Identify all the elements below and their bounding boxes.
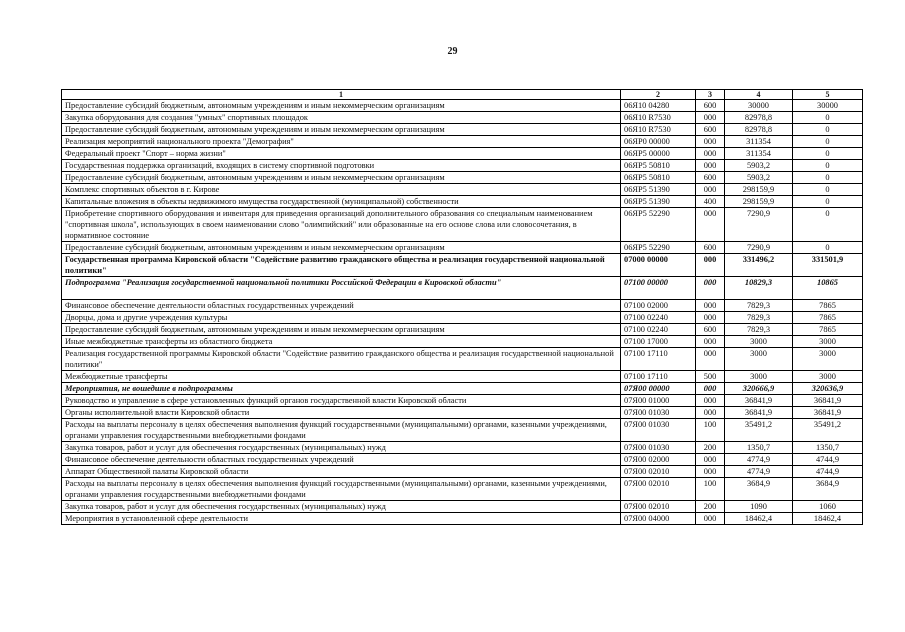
row-code-cell: 06ЯР5 50810 xyxy=(621,172,696,184)
header-cell-4: 4 xyxy=(725,90,793,100)
row-amount-col4-cell: 1090 xyxy=(725,501,793,513)
row-name-cell: Государственная программа Кировской области "Содействие развитию гражданского общества и реализация государственной национальной политики" xyxy=(62,254,621,277)
row-expense-type-cell: 000 xyxy=(696,383,725,395)
row-amount-col4-cell: 4774,9 xyxy=(725,466,793,478)
row-expense-type-cell: 000 xyxy=(696,112,725,124)
table-row xyxy=(62,196,863,208)
row-amount-col5-cell: 0 xyxy=(793,148,863,160)
table-row xyxy=(62,172,863,184)
row-expense-type-cell: 200 xyxy=(696,442,725,454)
row-expense-type-cell: 000 xyxy=(696,136,725,148)
row-name-cell: Дворцы, дома и другие учреждения культуры xyxy=(62,312,621,324)
table-row xyxy=(62,242,863,254)
table-row xyxy=(62,383,863,395)
row-amount-col4-cell: 298159,9 xyxy=(725,184,793,196)
table-row xyxy=(62,312,863,324)
row-expense-type-cell: 000 xyxy=(696,312,725,324)
header-cell-3: 3 xyxy=(696,90,725,100)
row-code-cell: 07Я00 01030 xyxy=(621,442,696,454)
row-amount-col5-cell: 10865 xyxy=(793,277,863,300)
header-cell-5: 5 xyxy=(793,90,863,100)
table-row xyxy=(62,466,863,478)
row-name-cell: Аппарат Общественной палаты Кировской области xyxy=(62,466,621,478)
table-row xyxy=(62,336,863,348)
row-code-cell: 06ЯР5 52290 xyxy=(621,208,696,242)
table-row xyxy=(62,112,863,124)
row-expense-type-cell: 000 xyxy=(696,148,725,160)
row-amount-col5-cell: 18462,4 xyxy=(793,513,863,525)
row-name-cell: Федеральный проект "Спорт – норма жизни" xyxy=(62,148,621,160)
table-row xyxy=(62,407,863,419)
row-amount-col4-cell: 7829,3 xyxy=(725,300,793,312)
row-amount-col4-cell: 311354 xyxy=(725,148,793,160)
row-amount-col5-cell: 3000 xyxy=(793,336,863,348)
row-amount-col4-cell: 36841,9 xyxy=(725,395,793,407)
row-code-cell: 07100 17110 xyxy=(621,371,696,383)
row-expense-type-cell: 000 xyxy=(696,336,725,348)
row-amount-col5-cell: 331501,9 xyxy=(793,254,863,277)
row-name-cell: Подпрограмма "Реализация государственной национальной политики Российской Федерации в Кировской области" xyxy=(62,277,621,300)
row-code-cell: 06ЯР0 00000 xyxy=(621,136,696,148)
row-name-cell: Финансовое обеспечение деятельности областных государственных учреждений xyxy=(62,454,621,466)
row-name-cell: Комплекс спортивных объектов в г. Кирове xyxy=(62,184,621,196)
row-code-cell: 07100 17000 xyxy=(621,336,696,348)
table-row xyxy=(62,442,863,454)
row-amount-col4-cell: 18462,4 xyxy=(725,513,793,525)
row-amount-col5-cell: 7865 xyxy=(793,324,863,336)
row-expense-type-cell: 000 xyxy=(696,348,725,371)
row-name-cell: Государственная поддержка организаций, входящих в систему спортивной подготовки xyxy=(62,160,621,172)
row-name-cell: Закупка товаров, работ и услуг для обеспечения государственных (муниципальных) нужд xyxy=(62,501,621,513)
row-amount-col4-cell: 10829,3 xyxy=(725,277,793,300)
row-amount-col5-cell: 4744,9 xyxy=(793,466,863,478)
row-amount-col5-cell: 36841,9 xyxy=(793,395,863,407)
row-amount-col5-cell: 3684,9 xyxy=(793,478,863,501)
row-code-cell: 06ЯР5 50810 xyxy=(621,160,696,172)
row-amount-col4-cell: 3000 xyxy=(725,371,793,383)
table-row xyxy=(62,371,863,383)
row-name-cell: Руководство и управление в сфере установленных функций органов государственной власти Кировской области xyxy=(62,395,621,407)
row-amount-col4-cell: 298159,9 xyxy=(725,196,793,208)
row-code-cell: 07000 00000 xyxy=(621,254,696,277)
row-name-cell: Приобретение спортивного оборудования и инвентаря для приведения организаций дополнительного образования со специальным наименованием "спортивная школа", использующих в своем наименовании слово "олимпийский" или образованные на его основе слова или словосочетания, в нормативное состояние xyxy=(62,208,621,242)
table-row xyxy=(62,395,863,407)
row-name-cell: Расходы на выплаты персоналу в целях обеспечения выполнения функций государственными (муниципальными) органами, казенными учреждениями, органами управления государственными внебюджетными фондами xyxy=(62,419,621,442)
row-amount-col4-cell: 7290,9 xyxy=(725,208,793,242)
row-amount-col5-cell: 0 xyxy=(793,208,863,242)
row-expense-type-cell: 600 xyxy=(696,100,725,112)
row-code-cell: 07100 17110 xyxy=(621,348,696,371)
row-expense-type-cell: 600 xyxy=(696,242,725,254)
row-code-cell: 07Я00 01030 xyxy=(621,407,696,419)
row-name-cell: Иные межбюджетные трансферты из областного бюджета xyxy=(62,336,621,348)
row-code-cell: 07Я00 02010 xyxy=(621,501,696,513)
row-expense-type-cell: 000 xyxy=(696,184,725,196)
row-amount-col4-cell: 320666,9 xyxy=(725,383,793,395)
table-row xyxy=(62,513,863,525)
table-row xyxy=(62,184,863,196)
budget-table xyxy=(61,89,863,525)
row-name-cell: Реализация мероприятий национального проекта "Демография" xyxy=(62,136,621,148)
row-name-cell: Закупка товаров, работ и услуг для обеспечения государственных (муниципальных) нужд xyxy=(62,442,621,454)
table-row xyxy=(62,160,863,172)
row-expense-type-cell: 000 xyxy=(696,454,725,466)
row-code-cell: 07Я00 01030 xyxy=(621,419,696,442)
table-row xyxy=(62,324,863,336)
row-name-cell: Предоставление субсидий бюджетным, автономным учреждениям и иным некоммерческим организациям xyxy=(62,324,621,336)
row-amount-col4-cell: 3000 xyxy=(725,348,793,371)
row-code-cell: 06Я10 04280 xyxy=(621,100,696,112)
row-expense-type-cell: 100 xyxy=(696,478,725,501)
row-amount-col4-cell: 5903,2 xyxy=(725,160,793,172)
row-amount-col5-cell: 1060 xyxy=(793,501,863,513)
row-amount-col5-cell: 0 xyxy=(793,160,863,172)
row-code-cell: 06ЯР5 51390 xyxy=(621,196,696,208)
row-name-cell: Расходы на выплаты персоналу в целях обеспечения выполнения функций государственными (муниципальными) органами, казенными учреждениями, органами управления государственными внебюджетными фондами xyxy=(62,478,621,501)
row-expense-type-cell: 000 xyxy=(696,513,725,525)
header-row xyxy=(62,90,863,100)
row-expense-type-cell: 500 xyxy=(696,371,725,383)
row-expense-type-cell: 000 xyxy=(696,277,725,300)
row-expense-type-cell: 100 xyxy=(696,419,725,442)
row-expense-type-cell: 600 xyxy=(696,172,725,184)
row-amount-col5-cell: 7865 xyxy=(793,300,863,312)
row-expense-type-cell: 000 xyxy=(696,395,725,407)
row-amount-col5-cell: 0 xyxy=(793,172,863,184)
row-amount-col5-cell: 1350,7 xyxy=(793,442,863,454)
row-amount-col5-cell: 320636,9 xyxy=(793,383,863,395)
row-amount-col4-cell: 7829,3 xyxy=(725,324,793,336)
row-code-cell: 07Я00 02010 xyxy=(621,478,696,501)
row-amount-col5-cell: 0 xyxy=(793,196,863,208)
row-name-cell: Предоставление субсидий бюджетным, автономным учреждениям и иным некоммерческим организациям xyxy=(62,100,621,112)
row-name-cell: Предоставление субсидий бюджетным, автономным учреждениям и иным некоммерческим организациям xyxy=(62,242,621,254)
row-amount-col4-cell: 1350,7 xyxy=(725,442,793,454)
table-row xyxy=(62,208,863,242)
row-amount-col5-cell: 7865 xyxy=(793,312,863,324)
row-expense-type-cell: 600 xyxy=(696,124,725,136)
table-row xyxy=(62,300,863,312)
row-code-cell: 07100 02000 xyxy=(621,300,696,312)
row-amount-col5-cell: 35491,2 xyxy=(793,419,863,442)
row-amount-col5-cell: 3000 xyxy=(793,348,863,371)
table-row xyxy=(62,501,863,513)
row-expense-type-cell: 000 xyxy=(696,300,725,312)
row-amount-col5-cell: 36841,9 xyxy=(793,407,863,419)
row-code-cell: 07100 00000 xyxy=(621,277,696,300)
row-code-cell: 06Я10 R7530 xyxy=(621,112,696,124)
row-amount-col4-cell: 35491,2 xyxy=(725,419,793,442)
table-row xyxy=(62,348,863,371)
row-amount-col4-cell: 7829,3 xyxy=(725,312,793,324)
table-row xyxy=(62,277,863,300)
table-row xyxy=(62,100,863,112)
row-amount-col4-cell: 5903,2 xyxy=(725,172,793,184)
row-amount-col4-cell: 82978,8 xyxy=(725,112,793,124)
table-row xyxy=(62,254,863,277)
row-expense-type-cell: 000 xyxy=(696,254,725,277)
row-amount-col4-cell: 4774,9 xyxy=(725,454,793,466)
row-code-cell: 06ЯР5 52290 xyxy=(621,242,696,254)
table-row xyxy=(62,454,863,466)
header-cell-1: 1 xyxy=(62,90,621,100)
row-amount-col5-cell: 0 xyxy=(793,124,863,136)
row-code-cell: 06ЯР5 51390 xyxy=(621,184,696,196)
row-amount-col5-cell: 30000 xyxy=(793,100,863,112)
row-code-cell: 07Я00 04000 xyxy=(621,513,696,525)
row-code-cell: 07Я00 01000 xyxy=(621,395,696,407)
row-amount-col5-cell: 3000 xyxy=(793,371,863,383)
row-amount-col4-cell: 331496,2 xyxy=(725,254,793,277)
row-expense-type-cell: 000 xyxy=(696,466,725,478)
row-expense-type-cell: 000 xyxy=(696,208,725,242)
row-code-cell: 07Я00 00000 xyxy=(621,383,696,395)
row-amount-col4-cell: 3684,9 xyxy=(725,478,793,501)
row-amount-col5-cell: 4744,9 xyxy=(793,454,863,466)
row-name-cell: Межбюджетные трансферты xyxy=(62,371,621,383)
row-name-cell: Капитальные вложения в объекты недвижимого имущества государственной (муниципальной) собственности xyxy=(62,196,621,208)
row-name-cell: Реализация государственной программы Кировской области "Содействие развитию гражданского общества и реализация государственной национальной политики" xyxy=(62,348,621,371)
row-code-cell: 07100 02240 xyxy=(621,324,696,336)
table-row xyxy=(62,478,863,501)
row-amount-col4-cell: 36841,9 xyxy=(725,407,793,419)
row-code-cell: 07Я00 02000 xyxy=(621,454,696,466)
row-amount-col4-cell: 82978,8 xyxy=(725,124,793,136)
row-amount-col4-cell: 311354 xyxy=(725,136,793,148)
row-name-cell: Мероприятия, не вошедшие в подпрограммы xyxy=(62,383,621,395)
row-name-cell: Предоставление субсидий бюджетным, автономным учреждениям и иным некоммерческим организациям xyxy=(62,172,621,184)
row-amount-col4-cell: 7290,9 xyxy=(725,242,793,254)
table-row xyxy=(62,419,863,442)
row-amount-col5-cell: 0 xyxy=(793,184,863,196)
page-number: 29 xyxy=(447,46,458,57)
row-expense-type-cell: 400 xyxy=(696,196,725,208)
row-expense-type-cell: 600 xyxy=(696,324,725,336)
row-code-cell: 06Я10 R7530 xyxy=(621,124,696,136)
row-amount-col4-cell: 3000 xyxy=(725,336,793,348)
row-amount-col5-cell: 0 xyxy=(793,112,863,124)
table-row xyxy=(62,136,863,148)
row-expense-type-cell: 000 xyxy=(696,160,725,172)
table-row xyxy=(62,148,863,160)
row-expense-type-cell: 000 xyxy=(696,407,725,419)
row-name-cell: Мероприятия в установленной сфере деятельности xyxy=(62,513,621,525)
budget-table-body xyxy=(62,90,863,525)
row-code-cell: 06ЯР5 00000 xyxy=(621,148,696,160)
row-code-cell: 07Я00 02010 xyxy=(621,466,696,478)
row-name-cell: Предоставление субсидий бюджетным, автономным учреждениям и иным некоммерческим организациям xyxy=(62,124,621,136)
header-cell-2: 2 xyxy=(621,90,696,100)
row-name-cell: Финансовое обеспечение деятельности областных государственных учреждений xyxy=(62,300,621,312)
row-amount-col5-cell: 0 xyxy=(793,242,863,254)
row-amount-col4-cell: 30000 xyxy=(725,100,793,112)
row-amount-col5-cell: 0 xyxy=(793,136,863,148)
row-name-cell: Органы исполнительной власти Кировской области xyxy=(62,407,621,419)
table-row xyxy=(62,124,863,136)
row-code-cell: 07100 02240 xyxy=(621,312,696,324)
row-expense-type-cell: 200 xyxy=(696,501,725,513)
row-name-cell: Закупка оборудования для создания "умных" спортивных площадок xyxy=(62,112,621,124)
